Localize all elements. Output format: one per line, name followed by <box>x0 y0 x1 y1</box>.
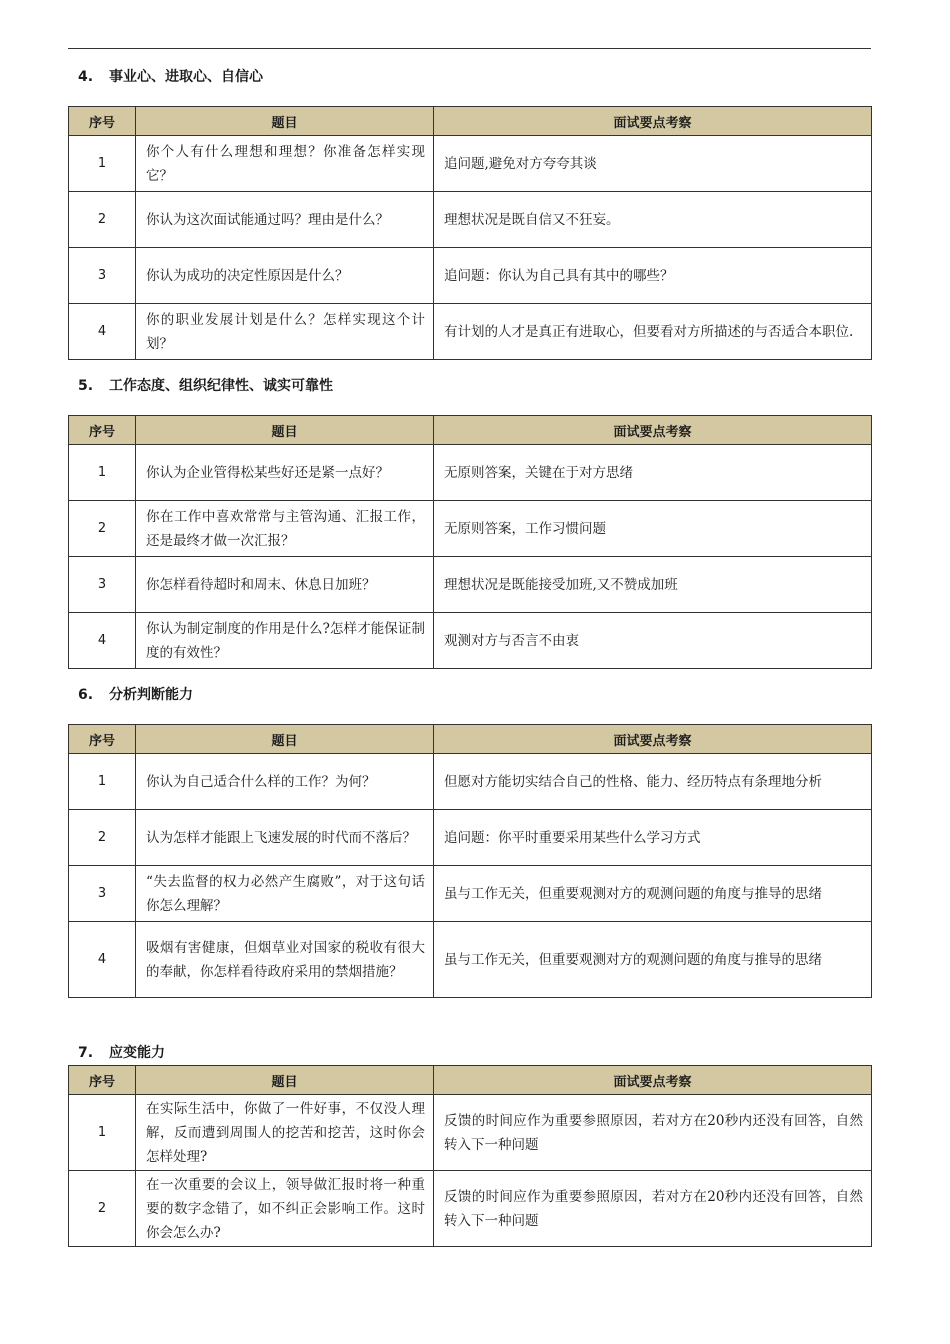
table-header-row <box>69 1066 872 1095</box>
table-header-row <box>69 725 872 754</box>
row-number: 3 <box>69 557 136 613</box>
section-title <box>78 1044 165 1062</box>
row-question: 在一次重要的会议上，领导做汇报时将一种重要的数字念错了，如不纠正会影响工作。这时你会怎么办? <box>136 1171 434 1247</box>
row-question: 你认为制定制度的作用是什么?怎样才能保证制度的有效性？ <box>136 613 434 669</box>
row-question: 你的职业发展计划是什么？怎样实现这个计划？ <box>136 304 434 360</box>
row-focus: 但愿对方能切实结合自己的性格、能力、经历特点有条理地分析 <box>434 754 872 810</box>
row-focus: 追问题,避免对方夸夸其谈 <box>434 136 872 192</box>
table-row <box>69 613 872 669</box>
row-focus: 追问题：你平时重要采用某些什么学习方式 <box>434 810 872 866</box>
table-row <box>69 501 872 557</box>
table-row <box>69 445 872 501</box>
section-heading: 事业心、进取心、自信心 <box>109 69 263 85</box>
row-number: 1 <box>69 445 136 501</box>
row-question: 你认为这次面试能通过吗？理由是什么？ <box>136 192 434 248</box>
question-table <box>68 415 872 669</box>
row-question: 在实际生活中，你做了一件好事，不仅没人理解，反而遭到周围人的挖苦和挖苦，这时你会怎样处理? <box>136 1095 434 1171</box>
col-header-number: 序号 <box>69 725 136 754</box>
col-header-focus: 面试要点考察 <box>434 1066 872 1095</box>
table-row <box>69 1171 872 1247</box>
section-number: 7. <box>78 1045 94 1061</box>
row-number: 4 <box>69 613 136 669</box>
section-number: 5. <box>78 378 94 394</box>
col-header-focus: 面试要点考察 <box>434 725 872 754</box>
table-header-row <box>69 107 872 136</box>
row-question: 你个人有什么理想和理想？你准备怎样实现它？ <box>136 136 434 192</box>
row-question: 你认为成功的决定性原因是什么？ <box>136 248 434 304</box>
col-header-number: 序号 <box>69 107 136 136</box>
header-rule <box>68 48 871 49</box>
table-row <box>69 557 872 613</box>
row-question: 你认为企业管得松某些好还是紧一点好？ <box>136 445 434 501</box>
row-focus: 追问题：你认为自己具有其中的哪些？ <box>434 248 872 304</box>
row-focus: 虽与工作无关，但重要观测对方的观测问题的角度与推导的思绪 <box>434 866 872 922</box>
question-table <box>68 724 872 998</box>
row-focus: 无原则答案，关键在于对方思绪 <box>434 445 872 501</box>
section-number: 4. <box>78 69 94 85</box>
question-table <box>68 1065 872 1247</box>
col-header-focus: 面试要点考察 <box>434 107 872 136</box>
row-number: 4 <box>69 304 136 360</box>
row-number: 4 <box>69 922 136 998</box>
row-question: 认为怎样才能跟上飞速发展的时代而不落后？ <box>136 810 434 866</box>
question-table <box>68 106 872 360</box>
table-row <box>69 754 872 810</box>
table-header-row <box>69 416 872 445</box>
table-row <box>69 304 872 360</box>
section-title <box>78 68 263 86</box>
table-row <box>69 136 872 192</box>
section-title <box>78 377 333 395</box>
row-number: 3 <box>69 866 136 922</box>
section-heading: 分析判断能力 <box>109 687 193 703</box>
table-row <box>69 192 872 248</box>
row-focus: 反馈的时间应作为重要参照原因，若对方在20秒内还没有回答，自然转入下一种问题 <box>434 1171 872 1247</box>
row-question: 你在工作中喜欢常常与主管沟通、汇报工作，还是最终才做一次汇报？ <box>136 501 434 557</box>
col-header-focus: 面试要点考察 <box>434 416 872 445</box>
table-row <box>69 810 872 866</box>
col-header-number: 序号 <box>69 1066 136 1095</box>
col-header-question: 题目 <box>136 107 434 136</box>
row-number: 3 <box>69 248 136 304</box>
col-header-question: 题目 <box>136 725 434 754</box>
col-header-number: 序号 <box>69 416 136 445</box>
row-number: 2 <box>69 1171 136 1247</box>
row-focus: 理想状况是既能接受加班,又不赞成加班 <box>434 557 872 613</box>
row-focus: 虽与工作无关，但重要观测对方的观测问题的角度与推导的思绪 <box>434 922 872 998</box>
row-number: 2 <box>69 501 136 557</box>
table-row <box>69 922 872 998</box>
row-focus: 有计划的人才是真正有进取心，但要看对方所描述的与否适合本职位. <box>434 304 872 360</box>
row-question: “失去监督的权力必然产生腐败”，对于这句话你怎么理解？ <box>136 866 434 922</box>
section-title <box>78 686 193 704</box>
section-number: 6. <box>78 687 94 703</box>
section-heading: 工作态度、组织纪律性、诚实可靠性 <box>109 378 333 394</box>
table-row <box>69 248 872 304</box>
col-header-question: 题目 <box>136 416 434 445</box>
row-focus: 无原则答案，工作习惯问题 <box>434 501 872 557</box>
row-focus: 观测对方与否言不由衷 <box>434 613 872 669</box>
table-row <box>69 1095 872 1171</box>
row-question: 你认为自己适合什么样的工作？为何？ <box>136 754 434 810</box>
row-question: 你怎样看待超时和周末、休息日加班？ <box>136 557 434 613</box>
row-number: 1 <box>69 1095 136 1171</box>
row-question: 吸烟有害健康，但烟草业对国家的税收有很大的奉献，你怎样看待政府采用的禁烟措施？ <box>136 922 434 998</box>
row-number: 2 <box>69 192 136 248</box>
col-header-question: 题目 <box>136 1066 434 1095</box>
section-heading: 应变能力 <box>109 1045 165 1061</box>
row-focus: 反馈的时间应作为重要参照原因，若对方在20秒内还没有回答，自然转入下一种问题 <box>434 1095 872 1171</box>
row-number: 2 <box>69 810 136 866</box>
row-focus: 理想状况是既自信又不狂妄。 <box>434 192 872 248</box>
table-row <box>69 866 872 922</box>
row-number: 1 <box>69 754 136 810</box>
row-number: 1 <box>69 136 136 192</box>
